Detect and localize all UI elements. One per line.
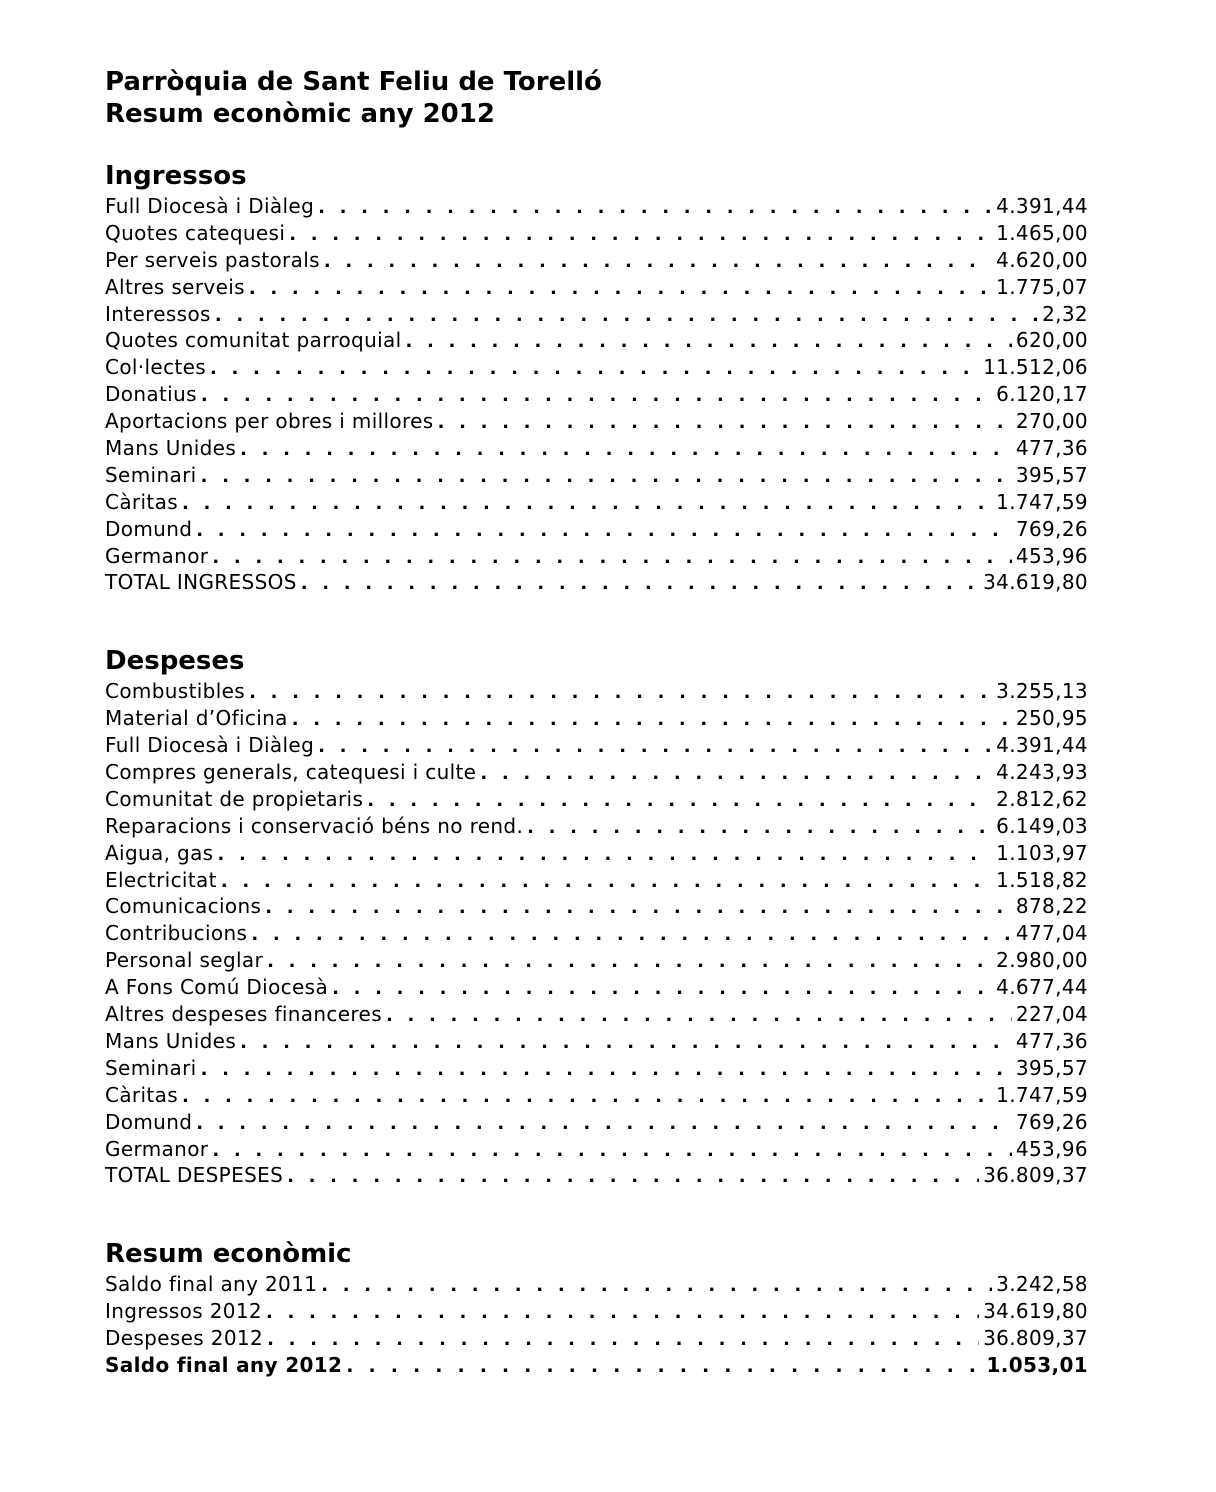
ledger-label: Càritas	[105, 489, 178, 514]
leader-dots	[212, 547, 1012, 568]
ledger-value: 477,04	[1015, 921, 1088, 946]
ledger-row	[105, 841, 1088, 868]
ledger-label: Germanor	[105, 543, 209, 568]
ledger-row	[105, 1083, 1088, 1110]
ledger-label: Seminari	[105, 1055, 197, 1080]
ledger-row	[105, 1110, 1088, 1137]
ledger-value: 4.677,44	[996, 975, 1088, 1000]
ledger-row	[105, 302, 1088, 329]
ledger-label: Mans Unides	[105, 436, 237, 461]
ledger-row	[105, 679, 1088, 706]
ledger-value: 4.391,44	[996, 194, 1088, 218]
leader-dots	[318, 736, 992, 757]
ledger-row	[105, 544, 1088, 571]
leader-dots	[386, 1005, 1012, 1026]
ledger-label: Full Diocesà i Diàleg	[105, 194, 315, 218]
ledger-row	[105, 894, 1088, 921]
ledger-row	[105, 1002, 1088, 1029]
ledger-row	[105, 409, 1088, 436]
leader-dots	[318, 197, 992, 218]
ledger-label: Personal seglar	[105, 948, 264, 973]
leader-dots	[240, 1032, 1012, 1053]
ledger-value: 1.518,82	[996, 867, 1088, 892]
ledger-value: 34.619,80	[983, 570, 1088, 595]
leader-dots	[196, 1113, 1012, 1134]
ledger-label: Comunitat de propietaris	[105, 786, 364, 811]
ledger-label: Comunicacions	[105, 894, 262, 919]
ledger-row	[105, 921, 1088, 948]
ledger-label: Electricitat	[105, 867, 217, 892]
ledger-row	[105, 221, 1088, 248]
ledger-value: 1.747,59	[996, 1082, 1088, 1107]
leader-dots	[406, 331, 1012, 352]
ledger-label: Germanor	[105, 1136, 209, 1161]
leader-dots	[367, 790, 992, 811]
ledger-label: Mans Unides	[105, 1028, 237, 1053]
ledger-label: Full Diocesà i Diàleg	[105, 733, 315, 758]
leader-dots	[301, 573, 979, 594]
leader-dots	[480, 763, 992, 784]
ledger-label: Contribucions	[105, 921, 248, 946]
ledger-value: 769,26	[1015, 1109, 1088, 1134]
ledger-value: 1.465,00	[996, 220, 1088, 245]
resum-heading: Resum econòmic	[105, 1239, 352, 1270]
ledger-label: Domund	[105, 1109, 193, 1134]
ledger-value: 250,95	[1015, 706, 1088, 731]
ledger-value: 769,26	[1015, 516, 1088, 541]
ledger-row	[105, 814, 1088, 841]
ledger-label: Reparacions i conservació béns no rend.	[105, 813, 524, 838]
ledger-label: Saldo final any 2011	[105, 1272, 318, 1297]
leader-dots	[221, 871, 992, 892]
ledger-value: 3.255,13	[996, 679, 1088, 704]
ledger-row	[105, 436, 1088, 463]
ledger-label: TOTAL INGRESSOS	[105, 570, 297, 595]
ingressos-list	[105, 194, 1088, 597]
ledger-row	[105, 733, 1088, 760]
ledger-row	[105, 1137, 1088, 1164]
leader-dots	[217, 844, 992, 865]
ledger-row	[105, 1272, 1088, 1299]
ledger-label: Per serveis pastorals	[105, 247, 320, 272]
ledger-row	[105, 248, 1088, 275]
ledger-label: Material d’Oficina	[105, 706, 288, 731]
leader-dots	[251, 924, 1012, 945]
ledger-row	[105, 490, 1088, 517]
ledger-value: 4.243,93	[996, 760, 1088, 785]
ledger-label: Domund	[105, 516, 193, 541]
leader-dots	[287, 1166, 979, 1187]
ledger-value: 878,22	[1015, 894, 1088, 919]
ledger-value: 395,57	[1015, 462, 1088, 487]
ledger-label: Combustibles	[105, 679, 246, 704]
leader-dots	[249, 278, 992, 299]
ledger-label: Quotes comunitat parroquial	[105, 328, 402, 353]
ledger-label: Altres despeses financeres	[105, 1002, 382, 1027]
ledger-label: Interessos	[105, 301, 211, 326]
leader-dots	[324, 251, 992, 272]
ledger-row	[105, 570, 1088, 597]
leader-dots	[438, 412, 1012, 433]
despeses-heading: Despeses	[105, 646, 245, 677]
ledger-row	[105, 868, 1088, 895]
ledger-label: Seminari	[105, 462, 197, 487]
ledger-value: 1.103,97	[996, 840, 1088, 865]
leader-dots	[201, 385, 992, 406]
ledger-value: 3.242,58	[996, 1272, 1088, 1297]
ledger-row	[105, 706, 1088, 733]
document-title-line1: Parròquia de Sant Feliu de Torelló	[105, 67, 602, 97]
ledger-row	[105, 194, 1088, 221]
leader-dots	[265, 897, 1012, 918]
leader-dots	[267, 1329, 979, 1350]
leader-dots	[196, 520, 1012, 541]
leader-dots	[182, 1086, 992, 1107]
ledger-row	[105, 760, 1088, 787]
ledger-value: 477,36	[1015, 1028, 1088, 1053]
ledger-value: 270,00	[1015, 409, 1088, 434]
ledger-label: Aportacions per obres i millores	[105, 409, 434, 434]
ledger-row	[105, 1056, 1088, 1083]
ledger-row	[105, 1326, 1088, 1353]
leader-dots	[266, 1302, 979, 1323]
ledger-value: 2,32	[1042, 301, 1088, 326]
ledger-value: 36.809,37	[983, 1326, 1088, 1351]
leader-dots	[267, 951, 992, 972]
ledger-value: 4.620,00	[996, 247, 1088, 272]
ledger-value: 2.980,00	[996, 948, 1088, 973]
ledger-row	[105, 1163, 1088, 1190]
ledger-label: Altres serveis	[105, 274, 245, 299]
resum-list	[105, 1272, 1088, 1353]
leader-dots	[201, 1059, 1012, 1080]
ledger-label: Compres generals, catequesi i culte	[105, 760, 477, 785]
leader-dots	[215, 305, 1038, 326]
ledger-value: 620,00	[1015, 328, 1088, 353]
ledger-value: 6.149,03	[996, 813, 1088, 838]
leader-dots	[321, 1275, 992, 1296]
ledger-value: 11.512,06	[983, 355, 1088, 380]
ledger-label: Donatius	[105, 382, 197, 407]
ledger-label: Quotes catequesi	[105, 220, 286, 245]
ledger-row	[105, 975, 1088, 1002]
ledger-value: 477,36	[1015, 436, 1088, 461]
ledger-label: Càritas	[105, 1082, 178, 1107]
ledger-row	[105, 463, 1088, 490]
ledger-row	[105, 355, 1088, 382]
leader-dots	[289, 224, 992, 245]
ledger-row	[105, 328, 1088, 355]
saldo-final-label: Saldo final any 2012	[105, 1352, 343, 1377]
leader-dots	[201, 466, 1012, 487]
ledger-value: 1.747,59	[996, 489, 1088, 514]
ledger-row	[105, 1029, 1088, 1056]
ledger-value: 6.120,17	[996, 382, 1088, 407]
despeses-list	[105, 679, 1088, 1190]
ledger-row	[105, 787, 1088, 814]
ledger-value: 453,96	[1015, 543, 1088, 568]
ledger-label: A Fons Comú Diocesà	[105, 975, 329, 1000]
leader-dots	[527, 817, 992, 838]
document-page	[105, 66, 1088, 1380]
ledger-row	[105, 948, 1088, 975]
document-title-line2: Resum econòmic any 2012	[105, 99, 495, 129]
ledger-row	[105, 275, 1088, 302]
ledger-value: 1.775,07	[996, 274, 1088, 299]
ledger-label: TOTAL DESPESES	[105, 1163, 284, 1188]
ledger-label: Ingressos 2012	[105, 1299, 263, 1324]
ledger-row	[105, 517, 1088, 544]
ledger-label: Aigua, gas	[105, 840, 214, 865]
ledger-value: 4.391,44	[996, 733, 1088, 758]
ledger-value: 395,57	[1015, 1055, 1088, 1080]
ledger-row	[105, 382, 1088, 409]
ledger-label: Col·lectes	[105, 355, 207, 380]
ledger-value: 453,96	[1015, 1136, 1088, 1161]
ledger-value: 227,04	[1015, 1002, 1088, 1027]
leader-dots	[249, 682, 992, 703]
ledger-value: 34.619,80	[983, 1299, 1088, 1324]
leader-dots	[346, 1355, 982, 1377]
ledger-row	[105, 1299, 1088, 1326]
leader-dots	[332, 978, 992, 999]
ingressos-heading: Ingressos	[105, 161, 247, 191]
leader-dots	[292, 709, 1012, 730]
ledger-label: Despeses 2012	[105, 1326, 264, 1351]
leader-dots	[240, 439, 1012, 460]
saldo-final-row	[105, 1353, 1088, 1380]
ledger-value: 2.812,62	[996, 786, 1088, 811]
ledger-value: 36.809,37	[983, 1163, 1088, 1188]
leader-dots	[210, 358, 979, 379]
leader-dots	[182, 493, 992, 514]
saldo-final-value: 1.053,01	[986, 1352, 1088, 1377]
leader-dots	[212, 1140, 1012, 1161]
